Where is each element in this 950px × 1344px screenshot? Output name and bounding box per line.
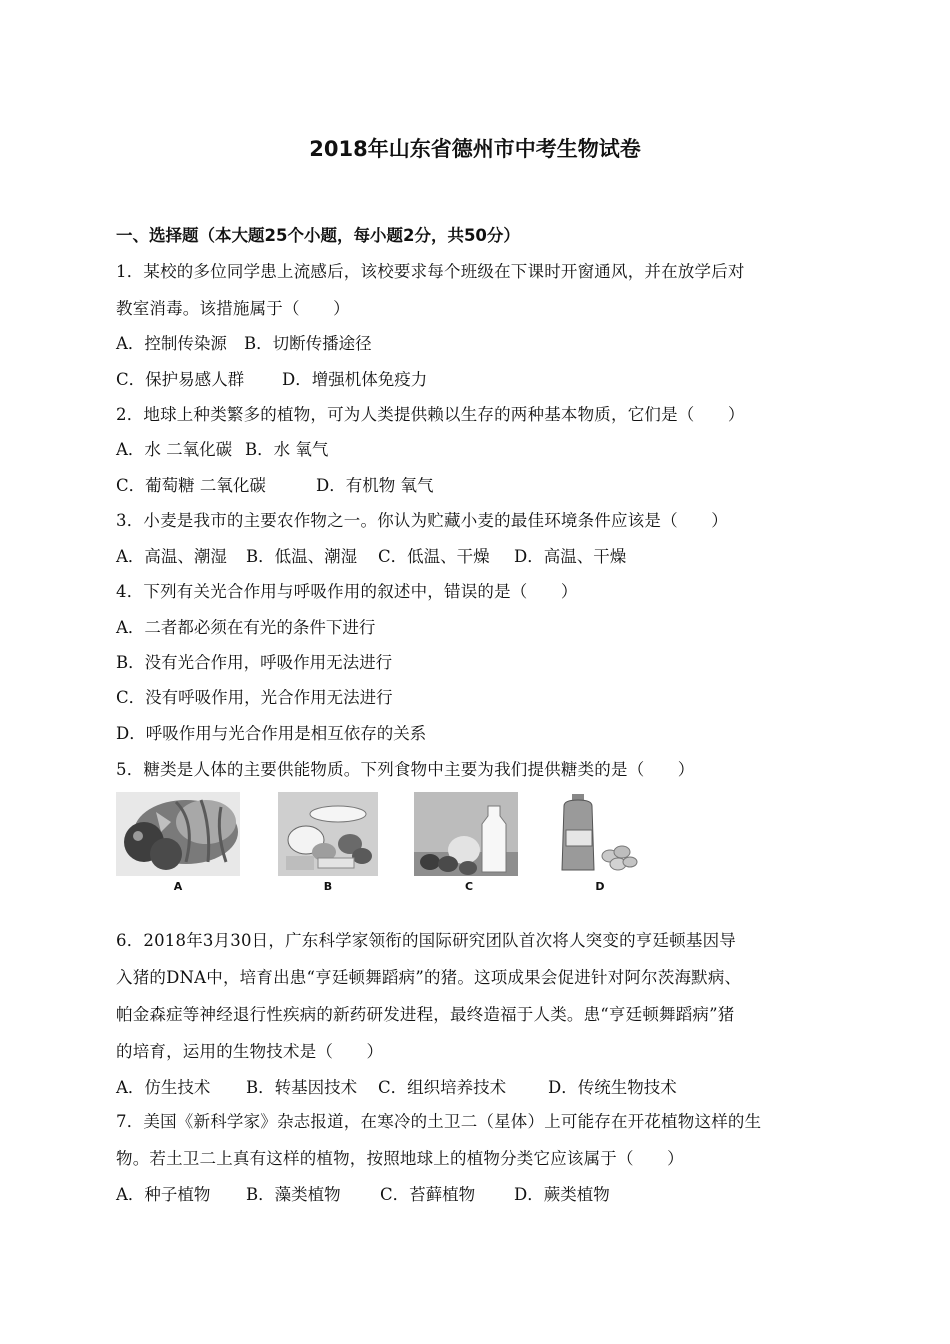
question-1-option-b: B．切断传播途径	[244, 334, 372, 353]
food-image-c	[414, 792, 518, 876]
question-7-option-a: A．种子植物	[116, 1185, 211, 1204]
question-6-option-b: B．转基因技术	[246, 1078, 358, 1097]
food-images	[116, 792, 656, 896]
question-7-line1: 7．美国《新科学家》杂志报道，在寒冷的土卫二（星体）上可能存在开花植物这样的生	[116, 1112, 762, 1131]
question-4-option-b: B．没有光合作用，呼吸作用无法进行	[116, 653, 393, 672]
question-4-option-a: A．二者都必须在有光的条件下进行	[116, 618, 376, 637]
question-1-option-c: C．保护易感人群	[116, 370, 245, 389]
question-1-option-a: A．控制传染源	[116, 334, 227, 353]
section-heading: 一、选择题（本大题25个小题，每小题2分，共50分）	[116, 226, 520, 245]
question-6-line2: 入猪的DNA中，培育出患“亨廷顿舞蹈病”的猪。这项成果会促进针对阿尔茨海默病、	[116, 968, 742, 987]
question-2-option-a: A．水 二氧化碳	[116, 440, 233, 459]
question-6-line4: 的培育，运用的生物技术是（ ）	[116, 1042, 384, 1061]
question-6-option-a: A．仿生技术	[116, 1078, 211, 1097]
question-3-option-b: B．低温、潮湿	[246, 547, 358, 566]
food-image-b	[278, 792, 378, 876]
question-4-option-d: D．呼吸作用与光合作用是相互依存的关系	[116, 724, 427, 743]
food-image-d	[556, 792, 640, 876]
question-4-option-c: C．没有呼吸作用，光合作用无法进行	[116, 688, 393, 707]
food-label-a: A	[173, 880, 183, 893]
question-2-option-b: B．水 氧气	[245, 440, 329, 459]
question-3-option-d: D．高温、干燥	[514, 547, 627, 566]
question-6-option-d: D．传统生物技术	[548, 1078, 677, 1097]
question-7-option-b: B．藻类植物	[246, 1185, 341, 1204]
question-3-option-a: A．高温、潮湿	[116, 547, 227, 566]
question-2-option-d: D．有机物 氧气	[316, 476, 434, 495]
question-3-stem: 3．小麦是我市的主要农作物之一。你认为贮藏小麦的最佳环境条件应该是（ ）	[116, 511, 728, 530]
question-7-option-c: C．苔藓植物	[380, 1185, 476, 1204]
question-4-stem: 4．下列有关光合作用与呼吸作用的叙述中，错误的是（ ）	[116, 582, 578, 601]
question-1-stem-line2: 教室消毒。该措施属于（ ）	[116, 299, 350, 318]
page-title: 2018年山东省德州市中考生物试卷	[309, 137, 641, 161]
question-7-option-d: D．蕨类植物	[514, 1185, 610, 1204]
question-2-option-c: C．葡萄糖 二氧化碳	[116, 476, 266, 495]
question-2-stem: 2．地球上种类繁多的植物，可为人类提供赖以生存的两种基本物质，它们是（ ）	[116, 405, 745, 424]
question-1-option-d: D．增强机体免疫力	[282, 370, 428, 389]
food-label-b: B	[323, 880, 333, 893]
question-5-stem: 5．糖类是人体的主要供能物质。下列食物中主要为我们提供糖类的是（ ）	[116, 760, 695, 779]
food-image-a	[116, 792, 240, 876]
question-6-line3: 帕金森症等神经退行性疾病的新药研发进程，最终造福于人类。患“亨廷顿舞蹈病”猪	[116, 1005, 735, 1024]
question-7-line2: 物。若土卫二上真有这样的植物，按照地球上的植物分类它应该属于（ ）	[116, 1149, 684, 1168]
question-1-stem-line1: 1．某校的多位同学患上流感后，该校要求每个班级在下课时开窗通风，并在放学后对	[116, 262, 745, 281]
food-label-d: D	[595, 880, 605, 893]
question-3-option-c: C．低温、干燥	[378, 547, 490, 566]
question-6-option-c: C．组织培养技术	[378, 1078, 507, 1097]
food-label-c: C	[464, 880, 474, 893]
question-6-line1: 6．2018年3月30日，广东科学家领衔的国际研究团队首次将人突变的亨廷顿基因导	[116, 931, 736, 950]
